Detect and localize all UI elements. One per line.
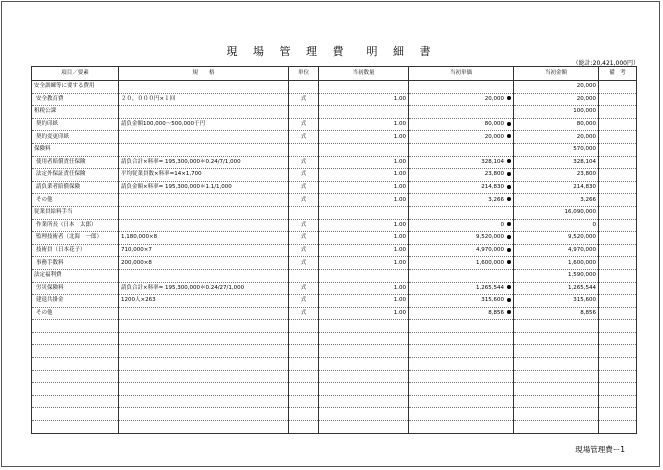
unit-cell: 式 xyxy=(289,181,319,194)
item-cell: 作業所長（日本 太郎） xyxy=(32,219,119,232)
spec-cell xyxy=(119,131,289,144)
unit-cell: 式 xyxy=(289,257,319,270)
spec-cell xyxy=(119,206,289,219)
note-cell xyxy=(599,156,637,169)
table-row xyxy=(32,358,637,371)
unit-cell xyxy=(289,370,319,383)
quantity-cell xyxy=(319,81,409,94)
table-row xyxy=(32,320,637,333)
table-row xyxy=(32,143,637,156)
note-cell xyxy=(599,257,637,270)
note-cell xyxy=(599,219,637,232)
note-cell xyxy=(599,358,637,371)
bullet-marker-icon xyxy=(507,185,511,189)
table-row xyxy=(32,282,637,295)
spec-cell: 1,180,000×8 xyxy=(119,232,289,245)
unit-price-cell: 3,266 xyxy=(409,194,514,207)
spec-cell xyxy=(119,358,289,371)
item-cell: 安全教育費 xyxy=(32,93,119,106)
item-cell xyxy=(32,332,119,345)
note-cell xyxy=(599,93,637,106)
amount-cell: 9,520,000 xyxy=(514,232,599,245)
note-cell xyxy=(599,383,637,396)
unit-cell: 式 xyxy=(289,282,319,295)
spec-cell xyxy=(119,320,289,333)
table-row xyxy=(32,118,637,131)
unit-price-cell xyxy=(409,421,514,434)
table-row xyxy=(32,81,637,94)
table-row xyxy=(32,232,637,245)
spec-cell xyxy=(119,345,289,358)
item-cell: 保険料 xyxy=(32,143,119,156)
quantity-cell: 1.00 xyxy=(319,282,409,295)
note-cell xyxy=(599,118,637,131)
header-spec: 規 格 xyxy=(119,67,289,81)
quantity-cell: 1.00 xyxy=(319,295,409,308)
item-cell xyxy=(32,345,119,358)
note-cell xyxy=(599,194,637,207)
spec-cell: 1200人×263 xyxy=(119,295,289,308)
quantity-cell xyxy=(319,421,409,434)
table-row xyxy=(32,307,637,320)
unit-price-cell: 4,970,000 xyxy=(409,244,514,257)
unit-price-cell xyxy=(409,206,514,219)
quantity-cell xyxy=(319,332,409,345)
spec-cell xyxy=(119,81,289,94)
cost-breakdown-table xyxy=(31,66,637,434)
item-cell: 安全訓練等に要する費用 xyxy=(32,81,119,94)
unit-cell: 式 xyxy=(289,131,319,144)
note-cell xyxy=(599,307,637,320)
table-header-row xyxy=(32,67,637,81)
bullet-marker-icon xyxy=(507,310,511,314)
page-footer: 現場管理費ー1 xyxy=(575,445,625,454)
table-row xyxy=(32,131,637,144)
spec-cell xyxy=(119,269,289,282)
unit-cell: 式 xyxy=(289,219,319,232)
quantity-cell xyxy=(319,345,409,358)
note-cell xyxy=(599,81,637,94)
item-cell: 契約変更印紙 xyxy=(32,131,119,144)
note-cell xyxy=(599,421,637,434)
item-cell: 請負業者賠償保険 xyxy=(32,181,119,194)
unit-cell: 式 xyxy=(289,169,319,182)
header-quantity: 当初数量 xyxy=(319,67,409,81)
unit-price-cell: 23,800 xyxy=(409,169,514,182)
note-cell xyxy=(599,345,637,358)
table-row xyxy=(32,181,637,194)
spec-cell: 請負金額100,000～500,000千円 xyxy=(119,118,289,131)
spec-cell xyxy=(119,370,289,383)
unit-price-cell: 1,600,000 xyxy=(409,257,514,270)
note-cell xyxy=(599,106,637,119)
quantity-cell: 1.00 xyxy=(319,244,409,257)
item-cell: 監理技術者（北海 一郎） xyxy=(32,232,119,245)
spec-cell xyxy=(119,219,289,232)
unit-cell xyxy=(289,408,319,421)
spec-cell xyxy=(119,143,289,156)
table-row xyxy=(32,194,637,207)
unit-price-cell: 80,000 xyxy=(409,118,514,131)
unit-price-cell: 8,856 xyxy=(409,307,514,320)
unit-price-cell: 0 xyxy=(409,219,514,232)
amount-cell: 1,590,000 xyxy=(514,269,599,282)
amount-cell xyxy=(514,383,599,396)
quantity-cell: 1.00 xyxy=(319,232,409,245)
amount-cell: 1,600,000 xyxy=(514,257,599,270)
item-cell: 労災保険料 xyxy=(32,282,119,295)
quantity-cell: 1.00 xyxy=(319,156,409,169)
bullet-marker-icon xyxy=(507,285,511,289)
unit-price-cell xyxy=(409,320,514,333)
amount-cell xyxy=(514,332,599,345)
table-row xyxy=(32,219,637,232)
spec-cell: 請負合計×料率= 195,300,000＊0.24/27/1,000 xyxy=(119,282,289,295)
table-row xyxy=(32,244,637,257)
spec-cell xyxy=(119,307,289,320)
unit-cell: 式 xyxy=(289,156,319,169)
quantity-cell xyxy=(319,370,409,383)
unit-cell: 式 xyxy=(289,232,319,245)
bullet-marker-icon xyxy=(507,248,511,252)
header-note: 備 考 xyxy=(599,67,637,81)
item-cell xyxy=(32,320,119,333)
amount-cell: 315,600 xyxy=(514,295,599,308)
quantity-cell xyxy=(319,269,409,282)
amount-cell xyxy=(514,421,599,434)
amount-cell: 20,000 xyxy=(514,93,599,106)
amount-cell: 100,000 xyxy=(514,106,599,119)
bullet-marker-icon xyxy=(507,222,511,226)
item-cell xyxy=(32,395,119,408)
item-cell: 建退共掛金 xyxy=(32,295,119,308)
spec-cell xyxy=(119,421,289,434)
table-row xyxy=(32,370,637,383)
unit-cell: 式 xyxy=(289,295,319,308)
amount-cell: 328,104 xyxy=(514,156,599,169)
table-row xyxy=(32,169,637,182)
quantity-cell xyxy=(319,143,409,156)
amount-cell xyxy=(514,345,599,358)
table-row xyxy=(32,345,637,358)
unit-price-cell: 214,830 xyxy=(409,181,514,194)
table-row xyxy=(32,257,637,270)
unit-price-cell: 328,104 xyxy=(409,156,514,169)
note-cell xyxy=(599,131,637,144)
unit-cell: 式 xyxy=(289,118,319,131)
spec-cell: 200,000×8 xyxy=(119,257,289,270)
spec-cell xyxy=(119,383,289,396)
unit-cell: 式 xyxy=(289,307,319,320)
amount-cell: 23,800 xyxy=(514,169,599,182)
quantity-cell: 1.00 xyxy=(319,169,409,182)
amount-cell xyxy=(514,320,599,333)
note-cell xyxy=(599,232,637,245)
spec-cell: ２０，０００円×１回 xyxy=(119,93,289,106)
amount-cell: 3,266 xyxy=(514,194,599,207)
item-cell: 法定外保証責任保険 xyxy=(32,169,119,182)
table-row xyxy=(32,93,637,106)
table-row xyxy=(32,408,637,421)
item-cell: 租税公課 xyxy=(32,106,119,119)
table-row xyxy=(32,295,637,308)
spec-cell: 請負合計×料率= 195,300,000＊0.24/7/1,000 xyxy=(119,156,289,169)
quantity-cell xyxy=(319,358,409,371)
table-row xyxy=(32,206,637,219)
amount-cell xyxy=(514,370,599,383)
header-unit: 単位 xyxy=(289,67,319,81)
unit-price-cell xyxy=(409,383,514,396)
unit-price-cell xyxy=(409,395,514,408)
quantity-cell: 1.00 xyxy=(319,93,409,106)
quantity-cell xyxy=(319,206,409,219)
note-cell xyxy=(599,206,637,219)
unit-cell xyxy=(289,421,319,434)
note-cell xyxy=(599,143,637,156)
quantity-cell xyxy=(319,320,409,333)
unit-price-cell xyxy=(409,81,514,94)
table-row xyxy=(32,156,637,169)
quantity-cell: 1.00 xyxy=(319,131,409,144)
quantity-cell: 1.00 xyxy=(319,219,409,232)
note-cell xyxy=(599,395,637,408)
spec-cell: 平均従業員数×料率=14×1,700 xyxy=(119,169,289,182)
unit-cell: 式 xyxy=(289,244,319,257)
spec-cell xyxy=(119,395,289,408)
unit-cell: 式 xyxy=(289,93,319,106)
table-row xyxy=(32,269,637,282)
bullet-marker-icon xyxy=(507,96,511,100)
amount-cell xyxy=(514,358,599,371)
quantity-cell: 1.00 xyxy=(319,194,409,207)
bullet-marker-icon xyxy=(507,122,511,126)
item-cell: その他 xyxy=(32,307,119,320)
grand-total-label: （総計:20,421,000円） xyxy=(572,60,639,67)
quantity-cell xyxy=(319,383,409,396)
amount-cell xyxy=(514,408,599,421)
item-cell: 事務手数料 xyxy=(32,257,119,270)
amount-cell: 214,830 xyxy=(514,181,599,194)
table-row xyxy=(32,106,637,119)
note-cell xyxy=(599,408,637,421)
note-cell xyxy=(599,320,637,333)
quantity-cell: 1.00 xyxy=(319,118,409,131)
quantity-cell: 1.00 xyxy=(319,181,409,194)
quantity-cell xyxy=(319,395,409,408)
item-cell: その他 xyxy=(32,194,119,207)
table-row xyxy=(32,383,637,396)
note-cell xyxy=(599,295,637,308)
spec-cell xyxy=(119,332,289,345)
unit-price-cell xyxy=(409,269,514,282)
unit-cell xyxy=(289,395,319,408)
table-row xyxy=(32,395,637,408)
quantity-cell: 1.00 xyxy=(319,257,409,270)
note-cell xyxy=(599,181,637,194)
unit-cell xyxy=(289,332,319,345)
unit-price-cell: 20,000 xyxy=(409,93,514,106)
bullet-marker-icon xyxy=(507,172,511,176)
bullet-marker-icon xyxy=(507,134,511,138)
bullet-marker-icon xyxy=(507,197,511,201)
spec-cell xyxy=(119,194,289,207)
note-cell xyxy=(599,169,637,182)
header-amount: 当初金額 xyxy=(514,67,599,81)
item-cell xyxy=(32,408,119,421)
item-cell: 技術員（日本花子） xyxy=(32,244,119,257)
unit-price-cell: 315,600 xyxy=(409,295,514,308)
item-cell: 従業員給料手当 xyxy=(32,206,119,219)
unit-price-cell xyxy=(409,106,514,119)
unit-price-cell: 20,000 xyxy=(409,131,514,144)
unit-price-cell xyxy=(409,408,514,421)
quantity-cell: 1.00 xyxy=(319,307,409,320)
amount-cell: 20,000 xyxy=(514,81,599,94)
amount-cell xyxy=(514,395,599,408)
quantity-cell xyxy=(319,408,409,421)
unit-cell: 式 xyxy=(289,194,319,207)
item-cell xyxy=(32,370,119,383)
unit-cell xyxy=(289,383,319,396)
table-row xyxy=(32,421,637,434)
spec-cell: 請負金額×料率= 195,300,000＊1.1/1,000 xyxy=(119,181,289,194)
unit-cell xyxy=(289,358,319,371)
amount-cell: 570,000 xyxy=(514,143,599,156)
amount-cell: 8,856 xyxy=(514,307,599,320)
unit-cell xyxy=(289,269,319,282)
page-title: 現 場 管 理 費 明 細 書 xyxy=(226,45,437,58)
unit-cell xyxy=(289,143,319,156)
item-cell xyxy=(32,421,119,434)
bullet-marker-icon xyxy=(507,298,511,302)
quantity-cell xyxy=(319,106,409,119)
unit-cell xyxy=(289,320,319,333)
item-cell xyxy=(32,383,119,396)
table-body xyxy=(32,81,637,434)
amount-cell: 80,000 xyxy=(514,118,599,131)
note-cell xyxy=(599,370,637,383)
spec-cell xyxy=(119,408,289,421)
item-cell: 契約印紙 xyxy=(32,118,119,131)
amount-cell: 20,000 xyxy=(514,131,599,144)
note-cell xyxy=(599,269,637,282)
unit-price-cell xyxy=(409,358,514,371)
unit-cell xyxy=(289,345,319,358)
unit-price-cell xyxy=(409,332,514,345)
header-unit-price: 当初単価 xyxy=(409,67,514,81)
amount-cell: 16,090,000 xyxy=(514,206,599,219)
spec-cell xyxy=(119,106,289,119)
amount-cell: 1,265,544 xyxy=(514,282,599,295)
unit-price-cell xyxy=(409,345,514,358)
unit-price-cell: 1,265,544 xyxy=(409,282,514,295)
unit-cell xyxy=(289,206,319,219)
header-item: 項目／要素 xyxy=(32,67,119,81)
unit-price-cell: 9,520,000 xyxy=(409,232,514,245)
spec-cell: 710,000×7 xyxy=(119,244,289,257)
amount-cell: 0 xyxy=(514,219,599,232)
bullet-marker-icon xyxy=(507,260,511,264)
item-cell: 使用者賠償責任保険 xyxy=(32,156,119,169)
table-row xyxy=(32,332,637,345)
note-cell xyxy=(599,332,637,345)
unit-cell xyxy=(289,106,319,119)
note-cell xyxy=(599,244,637,257)
item-cell xyxy=(32,358,119,371)
unit-cell xyxy=(289,81,319,94)
note-cell xyxy=(599,282,637,295)
bullet-marker-icon xyxy=(507,235,511,239)
item-cell: 法定福利費 xyxy=(32,269,119,282)
unit-price-cell xyxy=(409,143,514,156)
bullet-marker-icon xyxy=(507,159,511,163)
unit-price-cell xyxy=(409,370,514,383)
amount-cell: 4,970,000 xyxy=(514,244,599,257)
